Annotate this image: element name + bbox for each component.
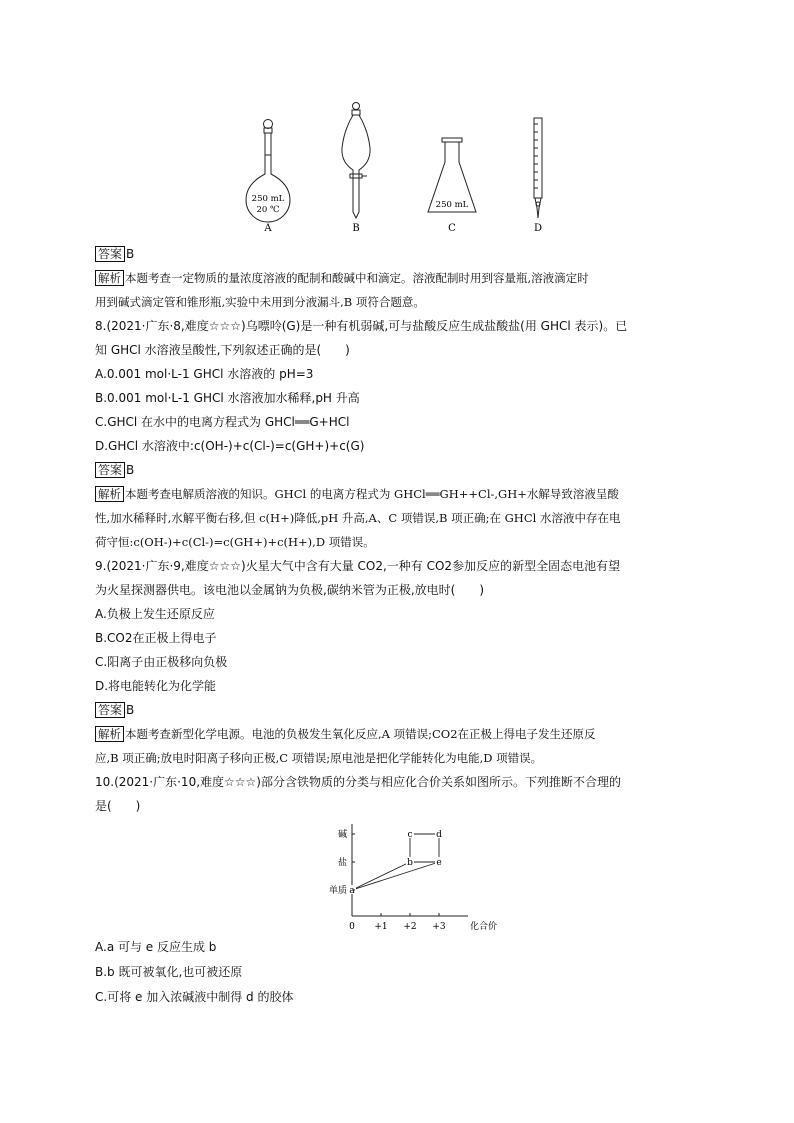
q10-option-b: B.b 既可被氧化,也可被还原: [95, 965, 243, 979]
q7-explanation-line-1: 解析 本题考查一定物质的量浓度溶液的配制和酸碱中和滴定。溶液配制时用到容量瓶,溶液滴定时: [95, 266, 695, 290]
q8-explanation-line-2: 性,加水稀释时,水解平衡右移,但 c(H+)降低,pH 升高,A、C 项错误,B 项正确;在 GHCl 水溶液中存在电: [95, 511, 621, 525]
q8-option-c: C.GHCl 在水中的电离方程式为 GHCl══G+HCl: [95, 415, 350, 429]
flask-a-temperature: 20 ℃: [256, 205, 280, 215]
connection-line: [352, 862, 410, 890]
label-d: D: [533, 223, 543, 234]
q9-option-b: B.CO2在正极上得电子: [95, 631, 217, 645]
question-content: [95, 242, 695, 818]
chart-connections: [352, 834, 442, 890]
flask-a-volume: 250 mL: [251, 194, 285, 204]
q9-option-a: A.负极上发生还原反应: [95, 607, 215, 621]
y-tick-label: 碱: [337, 830, 347, 840]
x-axis-label: 化合价: [470, 922, 498, 932]
explanation-tag: 解析: [95, 726, 124, 742]
point-label: a: [349, 886, 355, 896]
q9-option-d: D.将电能转化为化学能: [95, 679, 217, 693]
label-c: C: [448, 223, 456, 234]
q8-option-d: D.GHCl 水溶液中:c(OH-)+c(Cl-)=c(GH+)+c(G): [95, 439, 365, 453]
answer-value: B: [126, 247, 135, 261]
x-tick-label: +2: [403, 922, 417, 932]
separatory-funnel: [342, 103, 370, 219]
burette: [534, 118, 542, 218]
q8-option-b: B.0.001 mol·L-1 GHCl 水溶液加水稀释,pH 升高: [95, 391, 360, 405]
explanation-tag: 解析: [95, 270, 124, 286]
q10-stem-line-2: 是( ): [95, 799, 141, 813]
q8-explanation-line-3: 荷守恒:c(OH-)+c(Cl-)=c(GH+)+c(H+),D 项错误。: [95, 535, 375, 549]
q9-explanation-line-1: 解析 本题考查新型化学电源。电池的负极发生氧化反应,A 项错误;CO2在正极上得电子发生还原反: [95, 722, 695, 746]
q9-option-c: C.阳离子由正极移向负极: [95, 655, 228, 669]
apparatus-figure: [232, 100, 562, 240]
answer-tag: 答案: [95, 462, 125, 478]
point-label: c: [407, 830, 413, 840]
x-tick-label: +1: [374, 922, 388, 932]
answer-value: B: [126, 703, 135, 717]
q9-stem-line-2: 为火星探测器供电。该电池以金属钠为负极,碳纳米管为正极,放电时( ): [95, 583, 484, 597]
q7-explanation-line-2: 用到碱式滴定管和锥形瓶,实验中未用到分液漏斗,B 项符合题意。: [95, 295, 425, 309]
answer-value: B: [126, 463, 135, 477]
q8-option-a: A.0.001 mol·L-1 GHCl 水溶液的 pH=3: [95, 367, 314, 381]
point-label: e: [436, 858, 442, 868]
label-b: B: [352, 223, 360, 234]
q8-explanation-line-1: 解析 本题考查电解质溶液的知识。GHCl 的电离方程式为 GHCl══GH++Cl-,GH+水解导致溶液呈酸: [95, 482, 695, 506]
q9-answer: [95, 698, 695, 722]
q10-options: [95, 935, 293, 1010]
point-label: b: [407, 858, 413, 868]
q8-stem-line-1: 8.(2021·广东·8,难度☆☆☆)乌嘌呤(G)是一种有机弱碱,可与盐酸反应生成盐酸盐(用 GHCl 表示)。已: [95, 319, 628, 333]
connection-line: [352, 862, 439, 890]
q10-stem-line-1: 10.(2021·广东·10,难度☆☆☆)部分含铁物质的分类与相应化合价关系如图所示。下列推断不合理的: [95, 775, 621, 789]
q8-answer: [95, 458, 695, 482]
iron-valence-chart: [300, 818, 500, 936]
q7-answer: [95, 242, 695, 266]
explanation-tag: 解析: [95, 486, 124, 502]
x-tick-label: +3: [432, 922, 446, 932]
answer-tag: 答案: [95, 702, 125, 718]
flask-c-volume: 250 mL: [435, 200, 469, 210]
q8-stem-line-2: 知 GHCl 水溶液呈酸性,下列叙述正确的是( ): [95, 343, 350, 357]
q9-stem-line-1: 9.(2021·广东·9,难度☆☆☆)火星大气中含有大量 CO2,一种有 CO2参加反应的新型全固态电池有望: [95, 559, 621, 573]
x-tick-label: 0: [349, 922, 355, 932]
y-tick-label: 盐: [337, 858, 347, 868]
chart-points: [348, 829, 443, 896]
q9-explanation-line-2: 应,B 项正确;放电时阳离子移向正极,C 项错误;原电池是把化学能转化为电能,D 项错误。: [95, 751, 543, 765]
q10-option-a: A.a 可与 e 反应生成 b: [95, 940, 217, 954]
q10-option-c: C.可将 e 加入浓碱液中制得 d 的胶体: [95, 990, 294, 1004]
point-label: d: [436, 830, 442, 840]
label-a: A: [264, 223, 272, 234]
y-tick-label: 单质: [328, 886, 347, 896]
answer-tag: 答案: [95, 246, 125, 262]
